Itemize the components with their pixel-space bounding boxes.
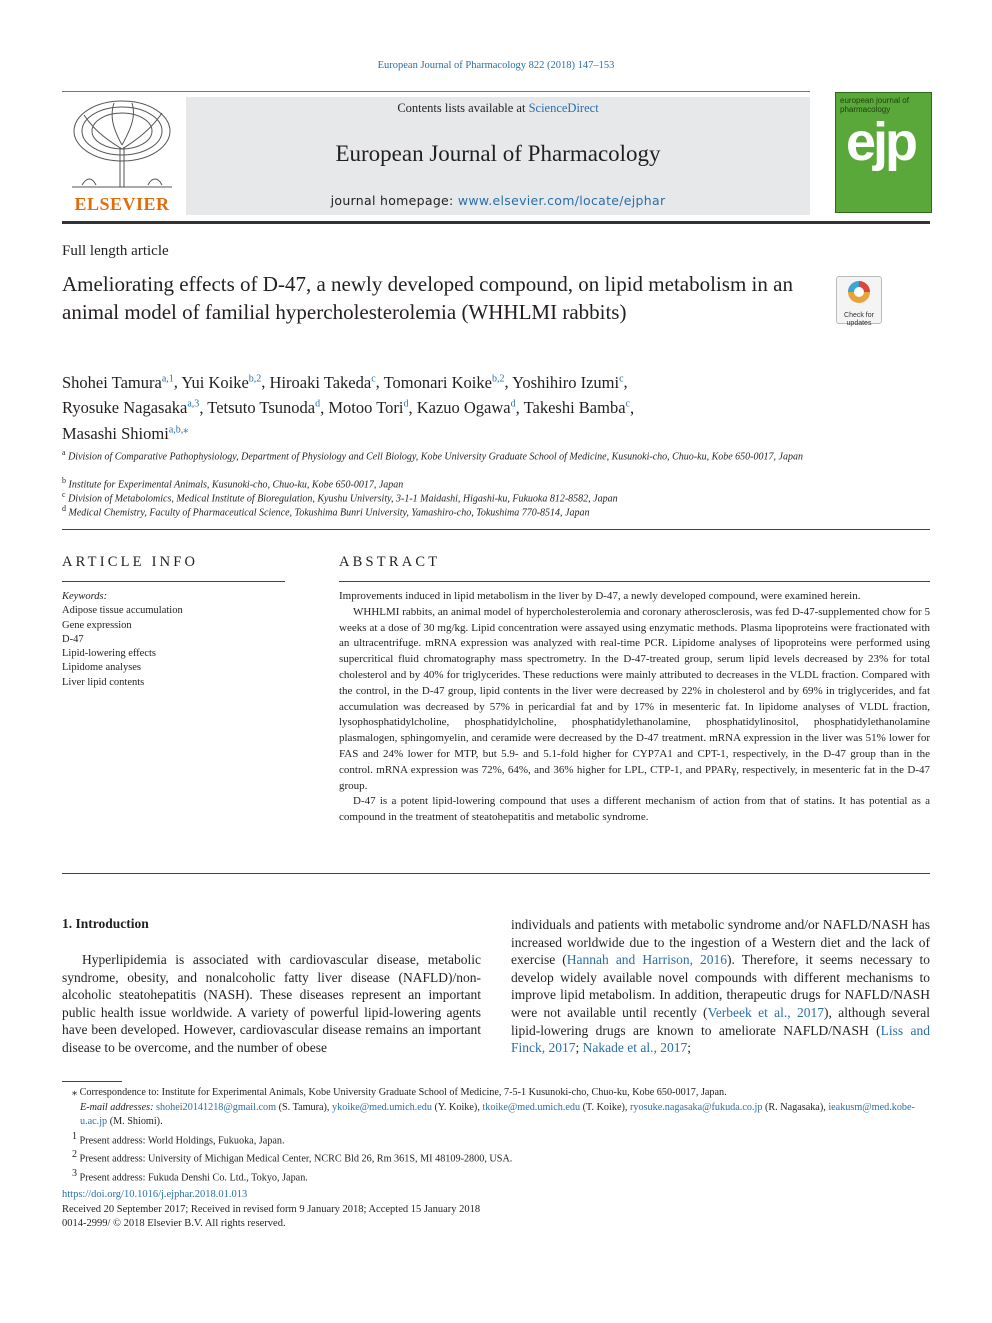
intro-left-column (62, 951, 481, 1057)
author-list: Shohei Tamura$^{a,1}$, Yui Koike$^{b,2}$, Hiroaki Takeda$^c$, Tomonari Koike$^{b,2}$, Yoshihiro Izumi$^c$, Ryosuke Nagasaka$^{a,3}$, Tetsuto Tsunoda$^d$, Motoo Tori$^d$, Kazuo Ogawa$^d$, Takeshi Bamba$^c$, Masashi Shiomi$^{a,b,⁎}$ (62, 372, 635, 443)
check-for-updates-badge[interactable] (836, 276, 882, 327)
abstract-bottom-rule (62, 873, 930, 874)
correspondence-note: ⁎ Correspondence to: Institute for Experimental Animals, Kobe University Graduate School of Medicine, 7-5-1 Kusunoki-cho, Chuo-ku, Kobe 650-0017, Japan. (72, 1087, 727, 1098)
keyword: Gene expression (62, 619, 132, 631)
keyword: Liver lipid contents (62, 676, 145, 688)
present-address-note: $^1$ Present address: World Holdings, Fukuoka, Japan. (72, 1130, 285, 1146)
article-title: Ameliorating effects of D-47, a newly developed compound, on lipid metabolism in an animal model of familial hypercholesterolemia (WHHLMI rabbits) (62, 272, 793, 324)
abstract-body (339, 589, 930, 826)
author[interactable]: Hiroaki Takeda$^c$ (269, 372, 376, 392)
present-address-note: $^3$ Present address: Fukuda Denshi Co. Ltd., Tokyo, Japan. (72, 1168, 308, 1184)
abstract-heading: ABSTRACT (339, 554, 441, 570)
affiliation-d: $^d$ Medical Chemistry, Faculty of Pharmaceutical Science, Tokushima Bunri University, Yamashiro-cho, Tokushima 770-8514, Japan (62, 504, 590, 519)
check-updates-label: Check for updates (844, 312, 874, 327)
author[interactable]: Kazuo Ogawa$^d$ (416, 398, 516, 417)
author[interactable]: Yoshihiro Izumi$^c$ (512, 372, 624, 392)
reference-link[interactable]: Verbeek et al., 2017 (707, 1004, 825, 1020)
keywords-label: Keywords: (62, 591, 108, 602)
email-link[interactable]: ryosuke.nagasaka@fukuda.co.jp (629, 1101, 763, 1113)
author[interactable]: Takeshi Bamba$^c$ (523, 398, 630, 417)
doi-link[interactable]: https://doi.org/10.1016/j.ejphar.2018.01.013 (62, 1189, 248, 1200)
author[interactable]: Masashi Shiomi$^{a,b,⁎}$ (62, 423, 189, 443)
intro-paragraph: Hyperlipidemia is associated with cardiovascular disease, metabolic syndrome, obesity, and nonalcoholic fatty liver disease (NAFLD)/non-alcoholic steatohepatitis (NASH). These diseases represent an important public health issue worldwide. A variety of powerful lipid-lowering agents have been developed. However, cardiovascular disease remains an important disease to be overcome, and the number of obese (62, 952, 481, 1055)
affiliation-a: $^a$ Division of Comparative Pathophysiology, Department of Physiology and Cell Biology, Kobe University Graduate School of Medicine, Kusunoki-cho, Chuo-ku, Kobe 650-0017, Japan (62, 448, 803, 463)
publication-info (62, 1188, 480, 1232)
contents-prefix: Contents lists available at (397, 101, 529, 115)
present-address-note: $^2$ Present address: University of Michigan Medical Center, NCRC Bld 26, Rm 361S, MI 48109-2800, USA. (72, 1149, 513, 1165)
author[interactable]: Motoo Tori$^d$ (328, 398, 409, 417)
abstract-paragraph: Improvements induced in lipid metabolism in the liver by D-47, a newly developed compound, were examined herein. (339, 590, 861, 602)
email-link[interactable]: ieakusm@med.kobe-u.ac.jp (80, 1101, 915, 1127)
author[interactable]: Ryosuke Nagasaka$^{a,3}$ (62, 398, 200, 417)
abstract-paragraph: D-47 is a potent lipid-lowering compound that uses a different mechanism of action from that of statins. It has potential as a compound in the treatment of steatohepatitis and metabolic syndrome. (339, 795, 930, 824)
intro-right-column (511, 916, 930, 1057)
article-info-rule (62, 581, 285, 582)
reference-link[interactable]: Hannah and Harrison, 2016 (566, 952, 728, 968)
copyright-line: 0014-2999/ © 2018 Elsevier B.V. All rights reserved. (62, 1218, 286, 1229)
journal-title: European Journal of Pharmacology (335, 141, 661, 166)
check-updates-icon (837, 277, 881, 307)
abstract-paragraph: WHHLMI rabbits, an animal model of hypercholesterolemia and coronary atherosclerosis, was fed D-47-supplemented chow for 5 weeks at a dose of 30 mg/kg. Lipid concentration were assayed using enzymatic methods. Plasma lipoproteins were fractionated with an ultracentrifuge. mRNA expression was analyzed with real-time PCR. Lipidome analyses of lipoproteins were performed using supercritical fluid chromatography mass spectrometry. In the D-47-treated group, serum lipid levels decreased by 23% for total cholesterol and by 40% for triglycerides. These reductions were mainly attributed to decreases in the VLDL fraction. Compared with the control, in the D-47 group, lipid contents in the liver were decreased by 22% in cholesterol and by 69% in triglycerides, and fat accumulation was decreased by 57% in pericardial fat and by 17% in mesenteric fat. In lipidome analyses of VLDL fraction, lysophosphatidylcholine, phosphatidylcholine, phosphatidylethanolamine, phosphatidylinositol, phosphatidylethanolamine plasmalogen, sphingomyelin, and ceramide were decreased by the D-47 treatment. mRNA expression in the liver was 51% lower for FAS and 24% lower for MTP, but 5.9- and 5.1-fold higher for CYP7A1 and CPT-1, respectively, in the D-47 group than in the control. mRNA expression was 72%, 64%, and 36% higher for LPL, CTP-1, and PPARγ, respectively, in mesenteric fat in the D-47 group. (339, 605, 930, 792)
keyword: D-47 (62, 633, 84, 645)
journal-cover-thumbnail[interactable] (835, 92, 932, 213)
homepage-prefix: journal homepage: (330, 193, 458, 208)
elsevier-wordmark: ELSEVIER (74, 194, 170, 214)
intro-heading: 1. Introduction (62, 916, 149, 931)
elsevier-logo[interactable] (62, 97, 182, 215)
header-bottom-rule (62, 221, 930, 224)
email-label: E-mail addresses: (80, 1101, 154, 1113)
email-link[interactable]: ykoike@med.umich.edu (332, 1101, 432, 1113)
abstract-rule (339, 581, 930, 582)
author[interactable]: Tetsuto Tsunoda$^d$ (207, 398, 321, 417)
author[interactable]: Tomonari Koike$^{b,2}$ (383, 372, 505, 392)
keyword: Adipose tissue accumulation (62, 605, 183, 617)
author[interactable]: Shohei Tamura$^{a,1}$ (62, 372, 174, 392)
cover-letters: ejp (846, 112, 916, 172)
history-dates: Received 20 September 2017; Received in revised form 9 January 2018; Accepted 15 January 2018 (62, 1203, 481, 1215)
reference-link[interactable]: Nakade et al., 2017 (582, 1040, 688, 1056)
keyword: Lipidome analyses (62, 662, 142, 674)
homepage-link[interactable]: www.elsevier.com/locate/ejphar (457, 193, 666, 208)
affiliation-b: $^b$ Institute for Experimental Animals, Kusunoki-cho, Chuo-ku, Kobe 650-0017, Japan (62, 476, 404, 491)
footnotes (62, 1086, 930, 1186)
journal-citation[interactable]: European Journal of Pharmacology 822 (2018) 147–153 (377, 60, 615, 71)
contents-line (186, 101, 810, 116)
keyword: Lipid-lowering effects (62, 648, 156, 660)
article-info-heading: ARTICLE INFO (62, 554, 199, 570)
elsevier-tree-icon (62, 97, 182, 193)
keywords-block (62, 590, 292, 690)
reference-link[interactable]: Liss and Finck, 2017 (511, 1022, 931, 1056)
author[interactable]: Yui Koike$^{b,2}$ (181, 372, 262, 392)
intro-paragraph-continued: individuals and patients with metabolic syndrome and/or NAFLD/NASH has increased worldwide due to the ingestion of a Western diet and the lack of exercise (Hannah and Harrison, 2016). Therefore, it seems necessary to develop widely available novel compounds with different mechanisms to improve lipid metabolism. In addition, therapeutic drugs for NAFLD/NASH were not available until recently (Verbeek et al., 2017), although several lipid-lowering drugs are known to ameliorate NAFLD/NASH (Liss and Finck, 2017; Nakade et al., 2017; (511, 917, 931, 1056)
section-rule (62, 529, 930, 530)
sciencedirect-link[interactable]: ScienceDirect (528, 101, 599, 115)
email-link[interactable]: shohei20141218@gmail.com (156, 1101, 277, 1113)
article-type: Full length article (62, 243, 169, 259)
journal-homepage (186, 193, 810, 208)
footnote-rule (62, 1081, 122, 1082)
email-link[interactable]: tkoike@med.umich.edu (482, 1101, 581, 1113)
header-top-rule (62, 91, 810, 92)
cover-title: european journal of pharmacology (840, 96, 909, 114)
email-addresses: E-mail addresses: shohei20141218@gmail.com (S. Tamura), ykoike@med.umich.edu (Y. Koike), tkoike@med.umich.edu (T. Koike), ryosuke.nagasaka@fukuda.co.jp (R. Nagasaka), ieakusm@med.kobe-u.ac.jp (M. Shiomi). (80, 1101, 915, 1127)
affiliation-c: $^c$ Division of Metabolomics, Medical Institute of Bioregulation, Kyushu University, 3-1-1 Maidashi, Higashi-ku, Fukuoka 812-8582, Japan (62, 490, 618, 505)
